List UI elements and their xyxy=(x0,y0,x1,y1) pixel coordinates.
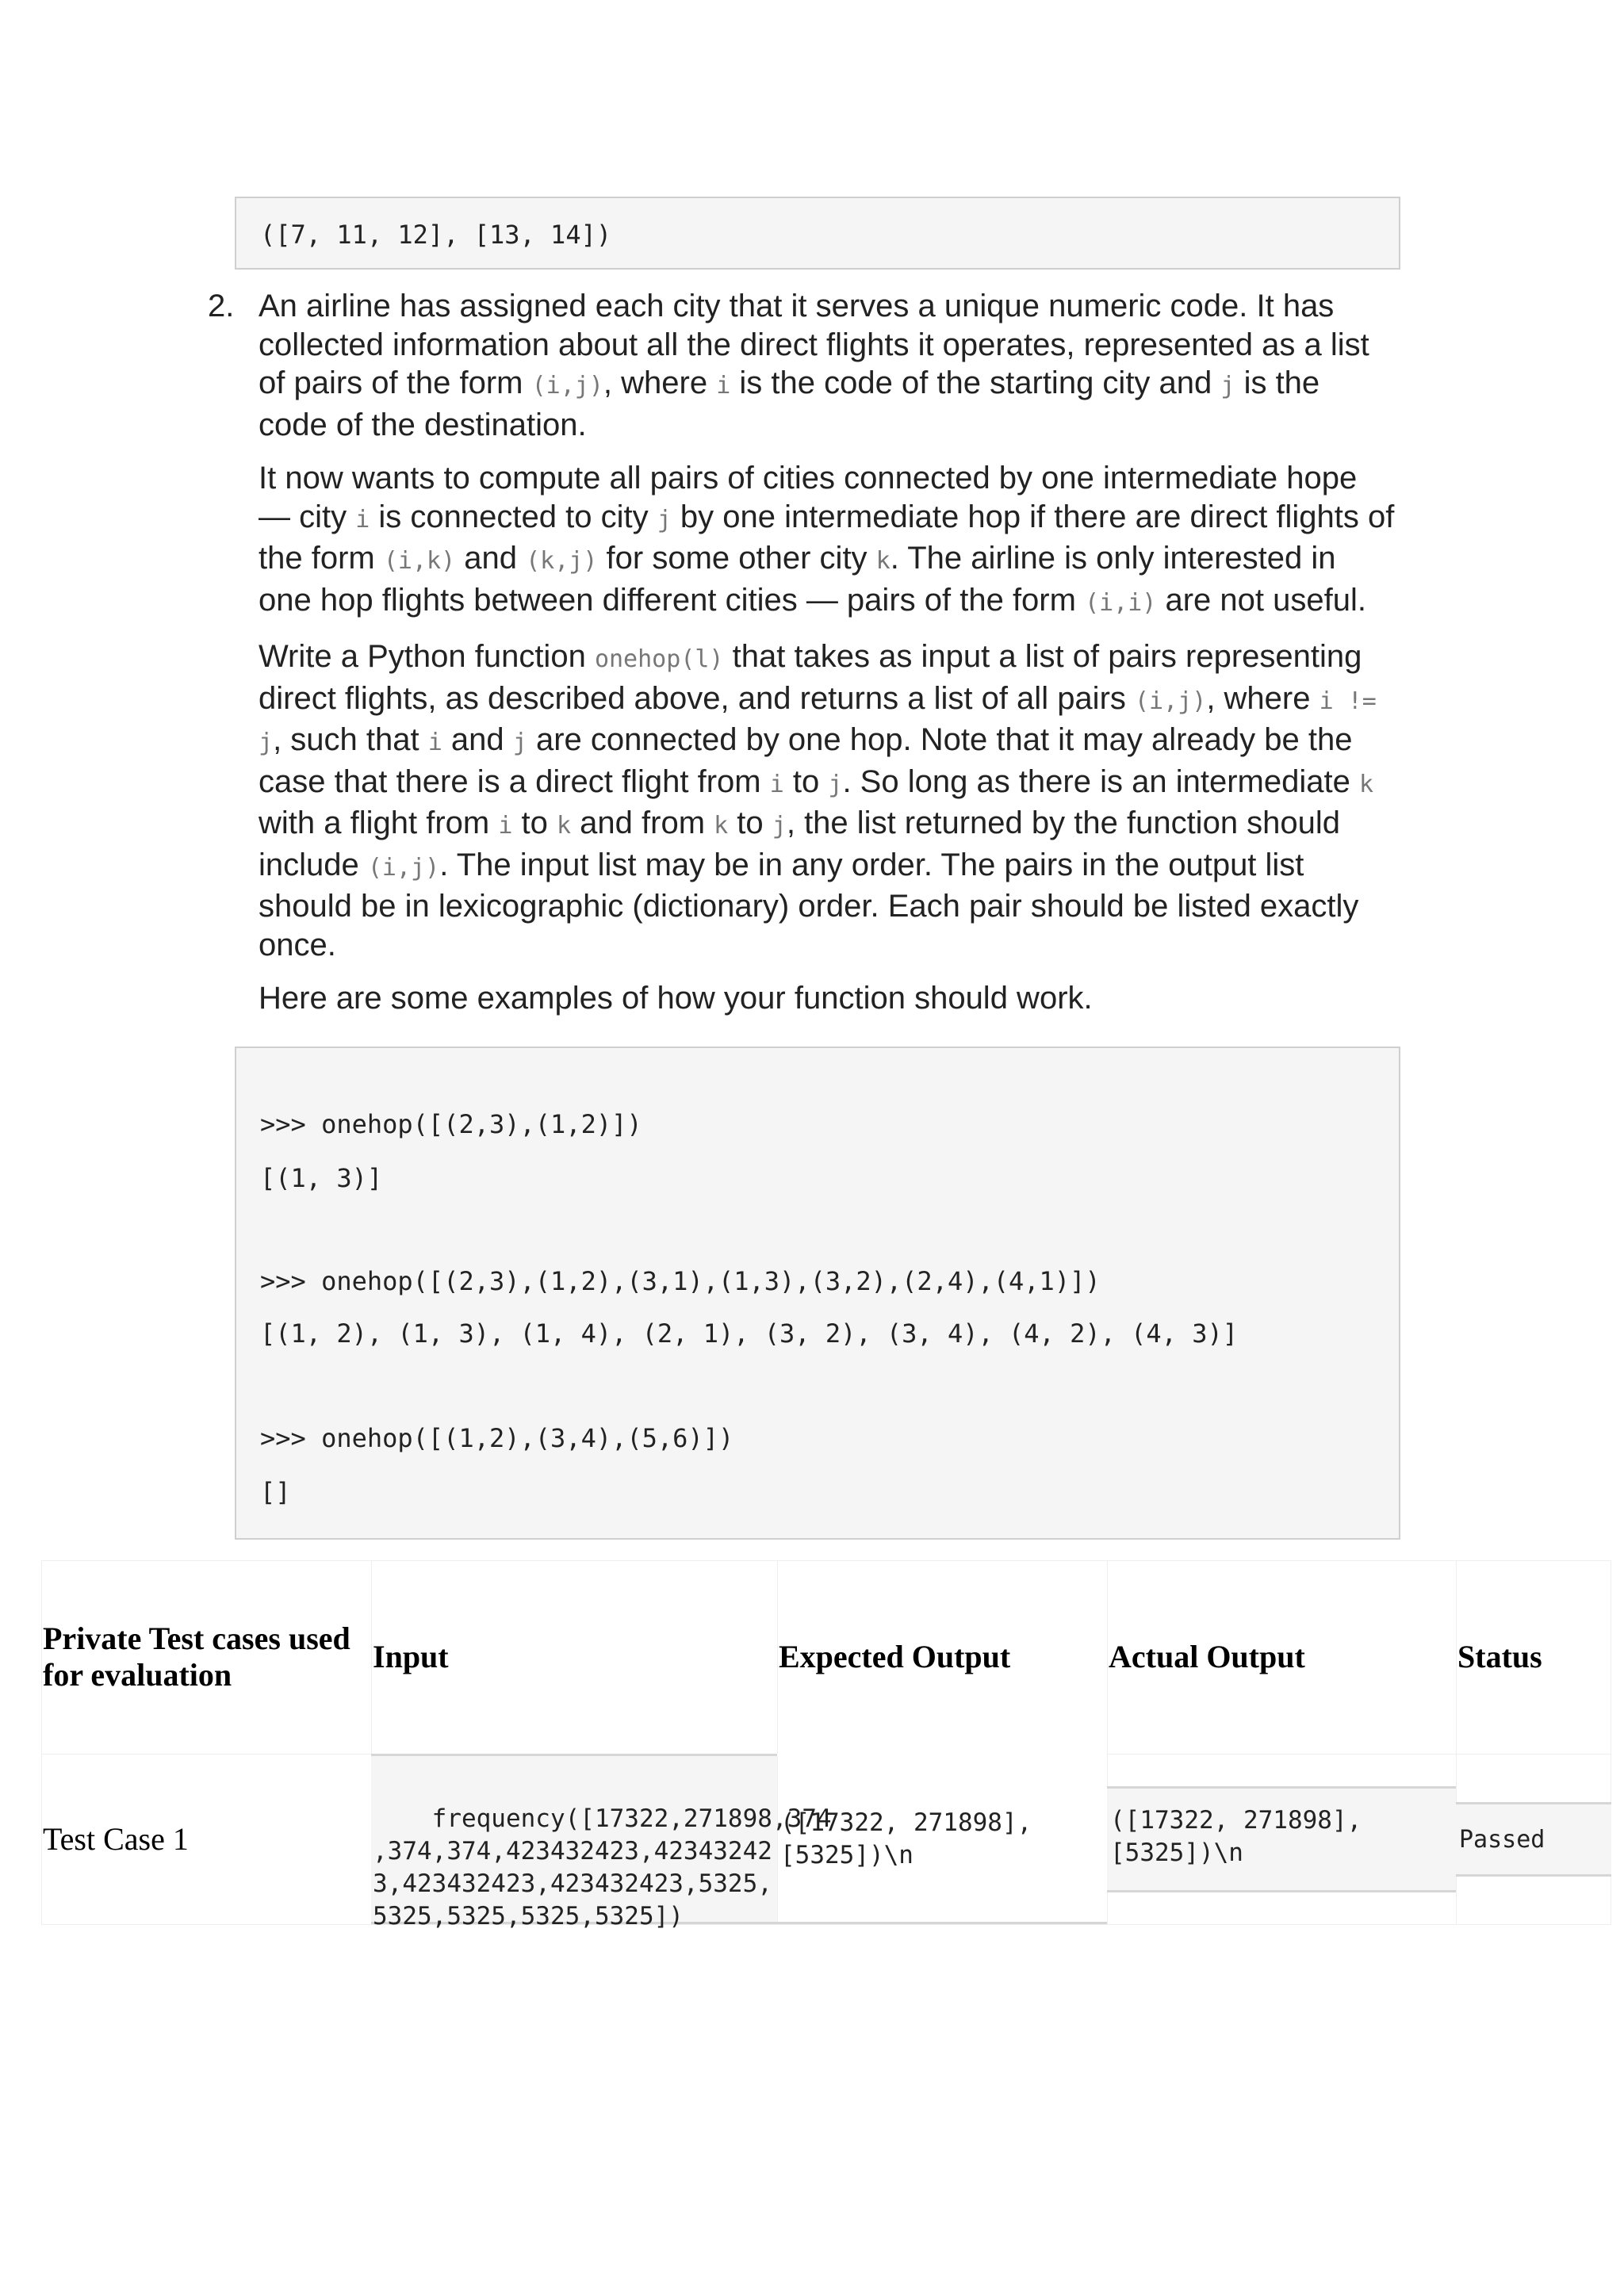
inline-code: k xyxy=(714,812,729,840)
table-row-label xyxy=(43,1754,368,1924)
paragraph-2 xyxy=(259,459,1397,622)
text: to xyxy=(512,806,557,840)
header-input xyxy=(373,1560,769,1754)
text: are not useful. xyxy=(1156,582,1366,618)
header-text: Actual Output xyxy=(1109,1639,1305,1674)
inline-code: k xyxy=(556,812,572,840)
inline-code: (i,j) xyxy=(531,372,603,400)
test-case-label: Test Case 1 xyxy=(43,1821,189,1857)
text: and xyxy=(455,541,527,576)
text: Write a Python function xyxy=(259,639,595,674)
table-border-bottom xyxy=(41,1924,1611,1925)
header-actual-output xyxy=(1109,1560,1450,1754)
text: is connected to city xyxy=(370,499,657,534)
inline-code: j xyxy=(657,505,672,534)
text: for some other city xyxy=(597,541,876,576)
inline-code: onehop(l) xyxy=(594,645,724,673)
text: , the list returned by the function should include xyxy=(259,806,1341,882)
text: , such that xyxy=(273,722,428,757)
inline-code: j xyxy=(772,812,787,840)
text: and xyxy=(442,722,513,757)
inline-code: i != j xyxy=(259,687,1377,756)
input-code: frequency([17322,271898,374 ,374,374,423432423,42343242 3,423432423,423432423,5325, 5325,5325,5325,5325]) xyxy=(373,1804,832,1931)
inline-code: (i,i) xyxy=(1085,588,1157,617)
inline-code: k xyxy=(1358,770,1373,798)
text: to xyxy=(728,806,772,840)
inline-code: i xyxy=(355,505,370,534)
inline-code: i xyxy=(716,372,731,400)
header-text: Input xyxy=(373,1639,449,1674)
example-1-call: >>> onehop([(2,3),(1,2)]) xyxy=(260,1109,642,1139)
text: by one intermediate hop if there are direct flights of the form xyxy=(259,499,1395,576)
code-block-examples xyxy=(235,1047,1400,1540)
inline-code: i xyxy=(769,770,784,798)
header-text: Status xyxy=(1457,1639,1542,1674)
spacer xyxy=(777,1756,1107,1758)
header-expected-output xyxy=(779,1560,1104,1754)
text: and from xyxy=(571,806,714,840)
question-2 xyxy=(208,287,1397,1033)
text: are connected by one hop. Note that it may already be the case that there is a direct flight from xyxy=(259,722,1353,799)
text: It now wants to compute all pairs of cities connected by one intermediate hope — city xyxy=(259,461,1358,534)
example-3-call: >>> onehop([(1,2),(3,4),(5,6)]) xyxy=(260,1423,734,1453)
example-3-result: [] xyxy=(260,1477,291,1507)
example-1-result: [(1, 3)] xyxy=(260,1163,383,1193)
question-body xyxy=(259,287,1397,1018)
text: . The input list may be in any order. The pairs in the output list should be in lexicographic (dictionary) order. Each pair should be listed exactly once. xyxy=(259,847,1359,962)
code-text: ([7, 11, 12], [13, 14]) xyxy=(260,220,612,250)
inline-code: (i,j) xyxy=(367,853,440,882)
header-text: Private Test cases used for evaluation xyxy=(43,1621,350,1693)
table-cell-status xyxy=(1456,1802,1611,1877)
inline-code: i xyxy=(498,812,513,840)
inline-code: j xyxy=(828,770,843,798)
inline-code: (i,j) xyxy=(1135,687,1207,715)
paragraph-3 xyxy=(259,637,1397,964)
code-block-previous-output xyxy=(235,197,1400,270)
text: , where xyxy=(1206,680,1320,716)
paragraph-4: Here are some examples of how your function should work. xyxy=(259,981,1093,1016)
example-2-call: >>> onehop([(2,3),(1,2),(3,1),(1,3),(3,2),(2,4),(4,1)]) xyxy=(260,1266,1101,1296)
text: . The airline is only interested in one hop flights between different cities — pairs of the form xyxy=(259,541,1336,618)
header-text: Expected Output xyxy=(779,1639,1011,1674)
inline-code: k xyxy=(875,547,891,575)
question-number: 2. xyxy=(208,289,235,323)
inline-code: i xyxy=(427,729,442,756)
inline-code: (k,j) xyxy=(526,547,598,575)
table-cell-input xyxy=(371,1754,832,1931)
table-col-divider xyxy=(41,1560,42,1925)
text: to xyxy=(783,763,829,799)
header-status xyxy=(1457,1560,1608,1754)
header-test-cases xyxy=(43,1560,368,1754)
test-cases-table xyxy=(41,1560,1611,1931)
inline-code: j xyxy=(512,729,527,756)
text: is the code of the destination. xyxy=(259,365,1320,442)
inline-code: (i,k) xyxy=(383,547,456,575)
table-cell-actual xyxy=(1107,1786,1456,1892)
text: , where xyxy=(603,365,717,400)
paragraph-1 xyxy=(259,287,1397,444)
text: with a flight from xyxy=(259,806,499,840)
status-badge: Passed xyxy=(1459,1826,1545,1854)
text: that takes as input a list of pairs representing direct flights, as described above, and returns a list of all pairs xyxy=(259,639,1362,716)
inline-code: j xyxy=(1220,372,1235,400)
actual-output-code: ([17322, 271898], [5325])\n xyxy=(1110,1806,1362,1867)
example-2-result: [(1, 2), (1, 3), (1, 4), (2, 1), (3, 2), (3, 4), (4, 2), (4, 3)] xyxy=(260,1318,1238,1349)
text: . So long as there is an intermediate xyxy=(842,763,1359,799)
text: is the code of the starting city and xyxy=(730,365,1221,400)
expected-output-code: ([17322, 271898], [5325])\n xyxy=(780,1808,1032,1869)
text: An airline has assigned each city that it serves a unique numeric code. It has collected information about all the direct flights it operates, represented as a list of pairs of the form xyxy=(259,289,1369,400)
table-cell-expected xyxy=(777,1754,1107,1924)
